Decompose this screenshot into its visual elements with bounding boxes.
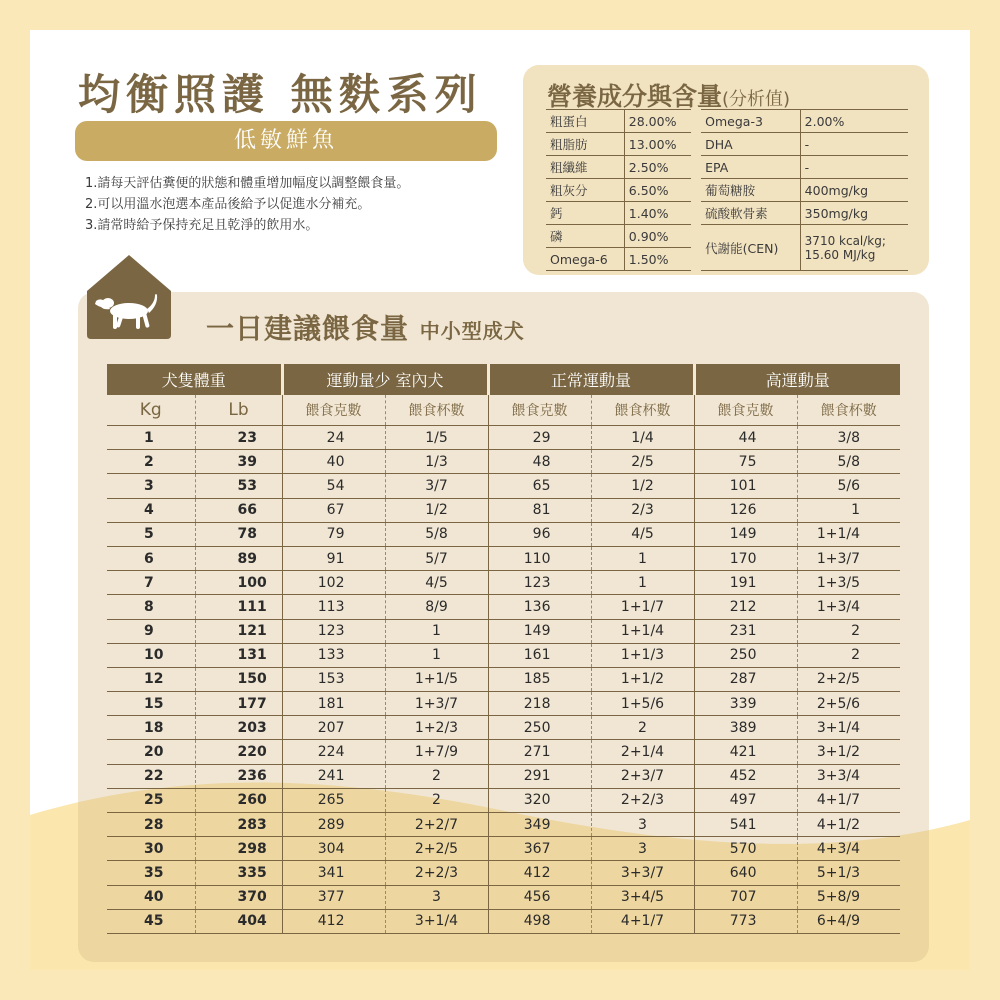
nutrition-title (547, 77, 790, 113)
low-cups-cell: 1/3 (385, 450, 488, 474)
weight-lb-cell: 283 (195, 813, 282, 837)
weight-lb-cell: 177 (195, 692, 282, 716)
normal-grams-cell: 161 (488, 643, 591, 667)
normal-grams-cell: 412 (488, 861, 591, 885)
normal-cups-cell: 3+3/7 (591, 861, 694, 885)
high-cups-cell: 1+3/5 (797, 571, 900, 595)
high-grams-cell: 707 (694, 885, 797, 909)
nutrient-name: 粗灰分 (546, 179, 624, 202)
page-canvas (30, 30, 970, 970)
high-grams-cell: 75 (694, 450, 797, 474)
high-cups-cell: 3+3/4 (797, 764, 900, 788)
nutrient-name: DHA (696, 133, 800, 156)
weight-kg-cell: 7 (107, 571, 195, 595)
weight-lb-cell: 89 (195, 546, 282, 570)
normal-grams-cell: 291 (488, 764, 591, 788)
note-item: 1.請每天評估糞便的狀態和體重增加幅度以調整餵食量。 (85, 176, 410, 191)
normal-cups-cell: 1+5/6 (591, 692, 694, 716)
low-cups-cell: 1 (385, 619, 488, 643)
high-grams-cell: 170 (694, 546, 797, 570)
low-grams-cell: 102 (282, 571, 385, 595)
nutrient-name: 硫酸軟骨素 (696, 202, 800, 225)
lb-header: Lb (195, 395, 282, 426)
high-grams-cell: 541 (694, 813, 797, 837)
weight-kg-cell: 22 (107, 764, 195, 788)
high-cups-cell: 2+5/6 (797, 692, 900, 716)
high-grams-cell: 149 (694, 522, 797, 546)
normal-grams-cell: 456 (488, 885, 591, 909)
normal-grams-cell: 320 (488, 788, 591, 812)
table-row (107, 740, 900, 764)
normal-grams-cell: 498 (488, 909, 591, 933)
nutrient-name: 葡萄糖胺 (696, 179, 800, 202)
feeding-table-body (107, 426, 900, 934)
page-title: 均衡照護 無麩系列 (78, 70, 483, 119)
nutrient-value: 400mg/kg (800, 179, 908, 202)
feeding-table (107, 364, 900, 934)
normal-grams-cell: 367 (488, 837, 591, 861)
low-grams-cell: 153 (282, 667, 385, 691)
low-grams-cell: 377 (282, 885, 385, 909)
nutrient-name: 鈣 (546, 202, 624, 225)
weight-kg-cell: 10 (107, 643, 195, 667)
weight-kg-cell: 40 (107, 885, 195, 909)
note-item: 3.請常時給予保持充足且乾淨的飲用水。 (85, 218, 319, 233)
nutrient-value: 6.50% (624, 179, 696, 202)
low-grams-cell: 67 (282, 498, 385, 522)
nutrient-value: 2.50% (624, 156, 696, 179)
feeding-subtitle: 中小型成犬 (419, 319, 525, 343)
high-grams-cell: 773 (694, 909, 797, 933)
weight-lb-cell: 66 (195, 498, 282, 522)
weight-kg-cell: 3 (107, 474, 195, 498)
weight-lb-cell: 298 (195, 837, 282, 861)
table-row (107, 450, 900, 474)
high-cups-cell: 2 (797, 619, 900, 643)
normal-grams-cell: 271 (488, 740, 591, 764)
weight-lb-cell: 39 (195, 450, 282, 474)
nutrient-value: 1.40% (624, 202, 696, 225)
normal-grams-cell: 349 (488, 813, 591, 837)
low-cups-cell: 4/5 (385, 571, 488, 595)
dog-icon (79, 251, 179, 341)
high-cups-cell: 2 (797, 643, 900, 667)
high-cups-cell: 1+3/4 (797, 595, 900, 619)
high-grams-cell: 212 (694, 595, 797, 619)
energy-value-kcal: 3710 kcal/kg; (804, 233, 886, 248)
nutrient-name: Omega-6 (546, 248, 624, 271)
normal-grams-cell: 29 (488, 426, 591, 450)
low-grams-cell: 181 (282, 692, 385, 716)
nutrition-row (546, 110, 908, 133)
table-row (107, 788, 900, 812)
high-grams-cell: 640 (694, 861, 797, 885)
nutrient-value: - (800, 133, 908, 156)
kg-header: Kg (107, 395, 195, 426)
normal-grams-cell: 81 (488, 498, 591, 522)
high-grams-cell: 231 (694, 619, 797, 643)
weight-lb-cell: 100 (195, 571, 282, 595)
weight-kg-cell: 2 (107, 450, 195, 474)
nutrient-value: 350mg/kg (800, 202, 908, 225)
weight-lb-cell: 150 (195, 667, 282, 691)
weight-lb-cell: 53 (195, 474, 282, 498)
nutrient-value: 13.00% (624, 133, 696, 156)
grams-header: 餵食克數 (282, 395, 385, 426)
table-row (107, 595, 900, 619)
grams-header: 餵食克數 (488, 395, 591, 426)
table-row (107, 764, 900, 788)
normal-cups-cell: 3 (591, 837, 694, 861)
energy-value-mj: 15.60 MJ/kg (804, 247, 876, 262)
normal-cups-cell: 2/5 (591, 450, 694, 474)
low-cups-cell: 3+1/4 (385, 909, 488, 933)
weight-kg-cell: 20 (107, 740, 195, 764)
normal-cups-cell: 1 (591, 571, 694, 595)
table-row (107, 546, 900, 570)
normal-grams-cell: 250 (488, 716, 591, 740)
normal-cups-cell: 1/4 (591, 426, 694, 450)
table-row (107, 498, 900, 522)
normal-cups-cell: 4+1/7 (591, 909, 694, 933)
normal-cups-cell: 1 (591, 546, 694, 570)
high-grams-cell: 570 (694, 837, 797, 861)
weight-lb-cell: 220 (195, 740, 282, 764)
cups-header: 餵食杯數 (591, 395, 694, 426)
high-cups-cell: 1 (797, 498, 900, 522)
low-cups-cell: 2+2/3 (385, 861, 488, 885)
low-cups-cell: 5/7 (385, 546, 488, 570)
normal-cups-cell: 2/3 (591, 498, 694, 522)
energy-name: 代謝能(CEN) (696, 225, 800, 271)
nutrition-row (546, 156, 908, 179)
nutrient-name: EPA (696, 156, 800, 179)
low-grams-cell: 113 (282, 595, 385, 619)
low-grams-cell: 304 (282, 837, 385, 861)
normal-cups-cell: 1/2 (591, 474, 694, 498)
normal-grams-cell: 48 (488, 450, 591, 474)
nutrient-value: 1.50% (624, 248, 696, 271)
table-row (107, 667, 900, 691)
table-row (107, 619, 900, 643)
high-grams-cell: 452 (694, 764, 797, 788)
low-cups-cell: 2+2/5 (385, 837, 488, 861)
nutrient-name: Omega-3 (696, 110, 800, 133)
high-cups-cell: 4+3/4 (797, 837, 900, 861)
weight-lb-cell: 203 (195, 716, 282, 740)
feeding-notes (85, 173, 409, 236)
high-grams-cell: 287 (694, 667, 797, 691)
weight-kg-cell: 30 (107, 837, 195, 861)
low-grams-cell: 241 (282, 764, 385, 788)
cups-header: 餵食杯數 (797, 395, 900, 426)
high-cups-cell: 1+1/4 (797, 522, 900, 546)
low-grams-cell: 123 (282, 619, 385, 643)
normal-cups-cell: 1+1/4 (591, 619, 694, 643)
grams-header: 餵食克數 (694, 395, 797, 426)
normal-grams-cell: 96 (488, 522, 591, 546)
weight-lb-cell: 335 (195, 861, 282, 885)
normal-cups-cell: 2+2/3 (591, 788, 694, 812)
nutrition-row (546, 225, 908, 248)
normal-grams-cell: 185 (488, 667, 591, 691)
low-activity-header: 運動量少 室內犬 (282, 364, 488, 395)
table-row (107, 692, 900, 716)
weight-lb-cell: 404 (195, 909, 282, 933)
group-header-row (107, 364, 900, 395)
low-cups-cell: 1+3/7 (385, 692, 488, 716)
low-cups-cell: 3/7 (385, 474, 488, 498)
low-grams-cell: 40 (282, 450, 385, 474)
normal-cups-cell: 3+4/5 (591, 885, 694, 909)
weight-kg-cell: 1 (107, 426, 195, 450)
table-row (107, 885, 900, 909)
weight-kg-cell: 4 (107, 498, 195, 522)
normal-grams-cell: 123 (488, 571, 591, 595)
low-cups-cell: 5/8 (385, 522, 488, 546)
cups-header: 餵食杯數 (385, 395, 488, 426)
normal-cups-cell: 4/5 (591, 522, 694, 546)
low-grams-cell: 224 (282, 740, 385, 764)
high-cups-cell: 5+1/3 (797, 861, 900, 885)
table-row (107, 474, 900, 498)
low-cups-cell: 1 (385, 643, 488, 667)
nutrient-value: 0.90% (624, 225, 696, 248)
low-cups-cell: 2 (385, 764, 488, 788)
weight-lb-cell: 23 (195, 426, 282, 450)
high-cups-cell: 3+1/4 (797, 716, 900, 740)
low-grams-cell: 54 (282, 474, 385, 498)
nutrient-value: 28.00% (624, 110, 696, 133)
nutrition-row (546, 202, 908, 225)
normal-cups-cell: 2+1/4 (591, 740, 694, 764)
low-cups-cell: 1+2/3 (385, 716, 488, 740)
nutrient-name: 磷 (546, 225, 624, 248)
high-grams-cell: 339 (694, 692, 797, 716)
normal-cups-cell: 2 (591, 716, 694, 740)
table-row (107, 813, 900, 837)
low-grams-cell: 91 (282, 546, 385, 570)
weight-lb-cell: 260 (195, 788, 282, 812)
weight-kg-cell: 9 (107, 619, 195, 643)
high-grams-cell: 250 (694, 643, 797, 667)
low-cups-cell: 2 (385, 788, 488, 812)
high-cups-cell: 5/8 (797, 450, 900, 474)
weight-lb-cell: 236 (195, 764, 282, 788)
normal-cups-cell: 1+1/3 (591, 643, 694, 667)
nutrient-value: 2.00% (800, 110, 908, 133)
weight-kg-cell: 5 (107, 522, 195, 546)
normal-cups-cell: 1+1/7 (591, 595, 694, 619)
table-row (107, 861, 900, 885)
high-cups-cell: 3/8 (797, 426, 900, 450)
normal-cups-cell: 2+3/7 (591, 764, 694, 788)
low-grams-cell: 412 (282, 909, 385, 933)
low-grams-cell: 133 (282, 643, 385, 667)
weight-lb-cell: 370 (195, 885, 282, 909)
low-cups-cell: 1+7/9 (385, 740, 488, 764)
table-row (107, 571, 900, 595)
normal-grams-cell: 110 (488, 546, 591, 570)
weight-kg-cell: 12 (107, 667, 195, 691)
table-row (107, 837, 900, 861)
weight-group-header: 犬隻體重 (107, 364, 282, 395)
high-cups-cell: 3+1/2 (797, 740, 900, 764)
high-grams-cell: 389 (694, 716, 797, 740)
low-cups-cell: 1+1/5 (385, 667, 488, 691)
weight-kg-cell: 35 (107, 861, 195, 885)
weight-kg-cell: 25 (107, 788, 195, 812)
table-row (107, 522, 900, 546)
nutrient-name: 粗蛋白 (546, 110, 624, 133)
normal-cups-cell: 3 (591, 813, 694, 837)
low-grams-cell: 24 (282, 426, 385, 450)
high-grams-cell: 44 (694, 426, 797, 450)
high-activity-header: 高運動量 (694, 364, 900, 395)
high-grams-cell: 101 (694, 474, 797, 498)
nutrition-table (546, 109, 908, 271)
nutrition-row (546, 179, 908, 202)
normal-grams-cell: 149 (488, 619, 591, 643)
weight-lb-cell: 131 (195, 643, 282, 667)
low-cups-cell: 1/2 (385, 498, 488, 522)
weight-lb-cell: 121 (195, 619, 282, 643)
nutrition-panel (523, 65, 929, 275)
weight-lb-cell: 111 (195, 595, 282, 619)
low-cups-cell: 1/5 (385, 426, 488, 450)
low-grams-cell: 289 (282, 813, 385, 837)
nutrition-title-note: (分析值) (722, 89, 791, 110)
high-cups-cell: 5+8/9 (797, 885, 900, 909)
weight-kg-cell: 18 (107, 716, 195, 740)
normal-grams-cell: 218 (488, 692, 591, 716)
table-row (107, 426, 900, 450)
nutrient-name: 粗纖維 (546, 156, 624, 179)
normal-grams-cell: 65 (488, 474, 591, 498)
table-row (107, 643, 900, 667)
table-row (107, 716, 900, 740)
low-cups-cell: 2+2/7 (385, 813, 488, 837)
normal-cups-cell: 1+1/2 (591, 667, 694, 691)
low-grams-cell: 341 (282, 861, 385, 885)
table-row (107, 909, 900, 933)
weight-lb-cell: 78 (195, 522, 282, 546)
weight-kg-cell: 8 (107, 595, 195, 619)
low-grams-cell: 265 (282, 788, 385, 812)
flavor-badge: 低敏鮮魚 (75, 121, 497, 161)
low-cups-cell: 3 (385, 885, 488, 909)
normal-grams-cell: 136 (488, 595, 591, 619)
low-cups-cell: 8/9 (385, 595, 488, 619)
high-grams-cell: 421 (694, 740, 797, 764)
high-cups-cell: 5/6 (797, 474, 900, 498)
low-grams-cell: 207 (282, 716, 385, 740)
weight-kg-cell: 28 (107, 813, 195, 837)
nutrition-row (546, 133, 908, 156)
weight-kg-cell: 45 (107, 909, 195, 933)
high-cups-cell: 4+1/7 (797, 788, 900, 812)
high-cups-cell: 6+4/9 (797, 909, 900, 933)
weight-kg-cell: 6 (107, 546, 195, 570)
normal-activity-header: 正常運動量 (488, 364, 694, 395)
nutrient-name: 粗脂肪 (546, 133, 624, 156)
low-grams-cell: 79 (282, 522, 385, 546)
feeding-title (206, 307, 525, 347)
high-cups-cell: 1+3/7 (797, 546, 900, 570)
nutrient-value: - (800, 156, 908, 179)
weight-kg-cell: 15 (107, 692, 195, 716)
note-item: 2.可以用溫水泡選本產品後給予以促進水分補充。 (85, 197, 371, 212)
high-grams-cell: 497 (694, 788, 797, 812)
high-cups-cell: 4+1/2 (797, 813, 900, 837)
sub-header-row (107, 395, 900, 426)
nutrition-title-text: 營養成分與含量 (547, 82, 723, 111)
high-cups-cell: 2+2/5 (797, 667, 900, 691)
high-grams-cell: 126 (694, 498, 797, 522)
feeding-title-text: 一日建議餵食量 (206, 312, 410, 345)
energy-value (800, 225, 908, 271)
high-grams-cell: 191 (694, 571, 797, 595)
